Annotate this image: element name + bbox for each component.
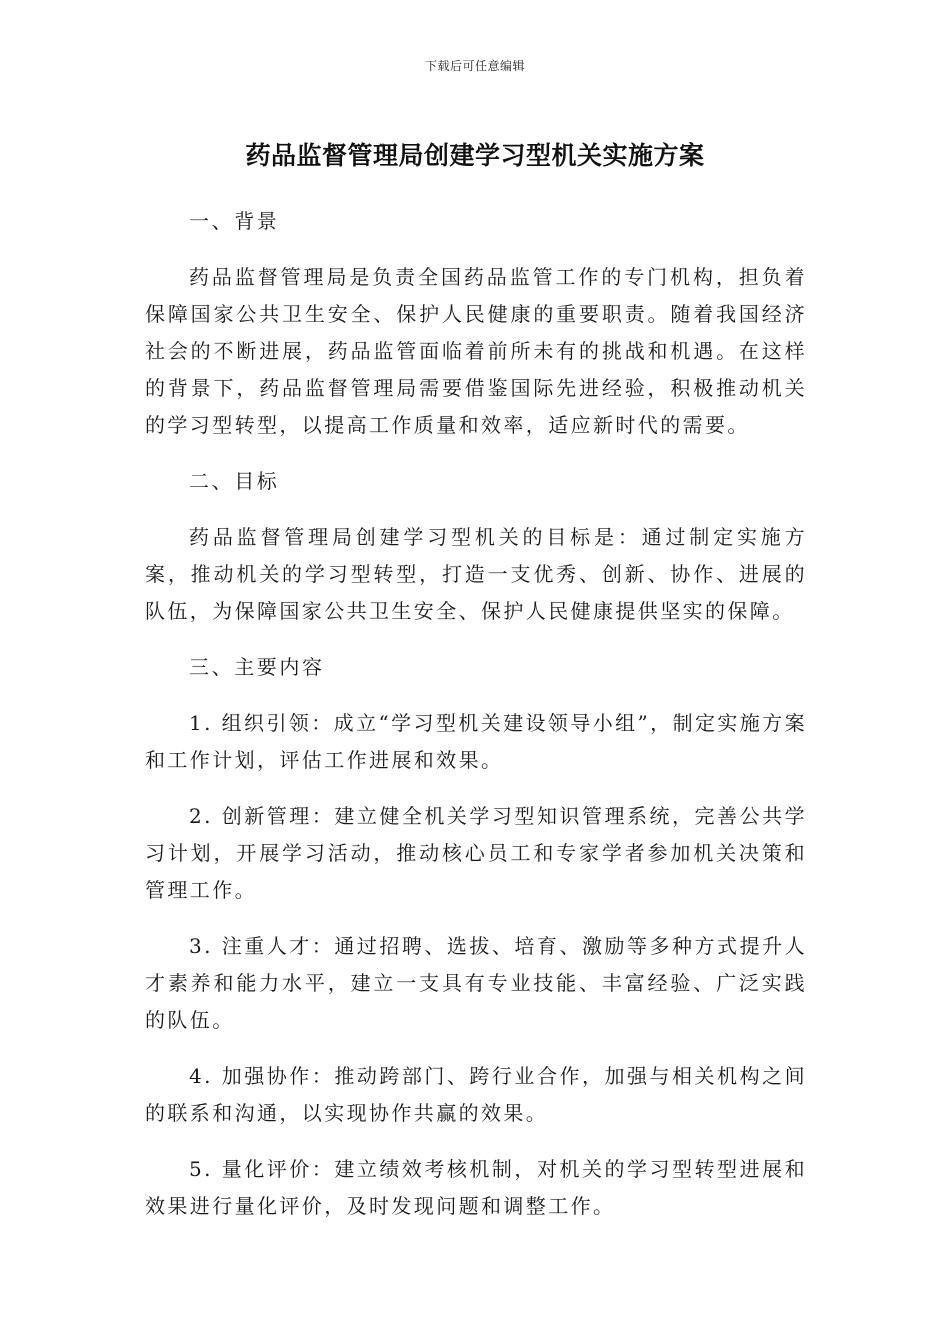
- list-item-evaluation: 5. 量化评价：建立绩效考核机制，对机关的学习型转型进展和效果进行量化评价，及时发现问题和调整工作。: [145, 1157, 807, 1218]
- document-title: 药品监督管理局创建学习型机关实施方案: [245, 141, 705, 170]
- section-heading-background: 一、背景: [189, 209, 280, 233]
- background-paragraph: 药品监督管理局是负责全国药品监管工作的专门机构，担负着保障国家公共卫生安全、保护人民健康的重要职责。随着我国经济社会的不断进展，药品监管面临着前所未有的挑战和机遇。在这样的背景下，药品监督管理局需要借鉴国际先进经验，积极推动机关的学习型转型，以提高工作质量和效率，适应新时代的需要。: [145, 265, 807, 437]
- section-heading-goals: 二、目标: [189, 469, 280, 493]
- section-heading-main-content: 三、主要内容: [189, 655, 325, 679]
- list-item-collaboration: 4. 加强协作：推动跨部门、跨行业合作，加强与相关机构之间的联系和沟通，以实现协作共赢的效果。: [145, 1064, 807, 1125]
- list-item-talent: 3. 注重人才：通过招聘、选拔、培育、激励等多种方式提升人才素养和能力水平，建立一支具有专业技能、丰富经验、广泛实践的队伍。: [145, 934, 807, 1032]
- header-note: 下载后可任意编辑: [424, 59, 525, 73]
- list-item-organization: 1. 组织引领：成立“学习型机关建设领导小组”，制定实施方案和工作计划，评估工作进展和效果。: [145, 711, 807, 772]
- goals-paragraph: 药品监督管理局创建学习型机关的目标是：通过制定实施方案，推动机关的学习型转型，打造一支优秀、创新、协作、进展的队伍，为保障国家公共卫生安全、保护人民健康提供坚实的保障。: [145, 525, 807, 623]
- list-item-innovation: 2. 创新管理：建立健全机关学习型知识管理系统，完善公共学习计划，开展学习活动，推动核心员工和专家学者参加机关决策和管理工作。: [145, 804, 807, 902]
- document-body: [145, 203, 807, 1244]
